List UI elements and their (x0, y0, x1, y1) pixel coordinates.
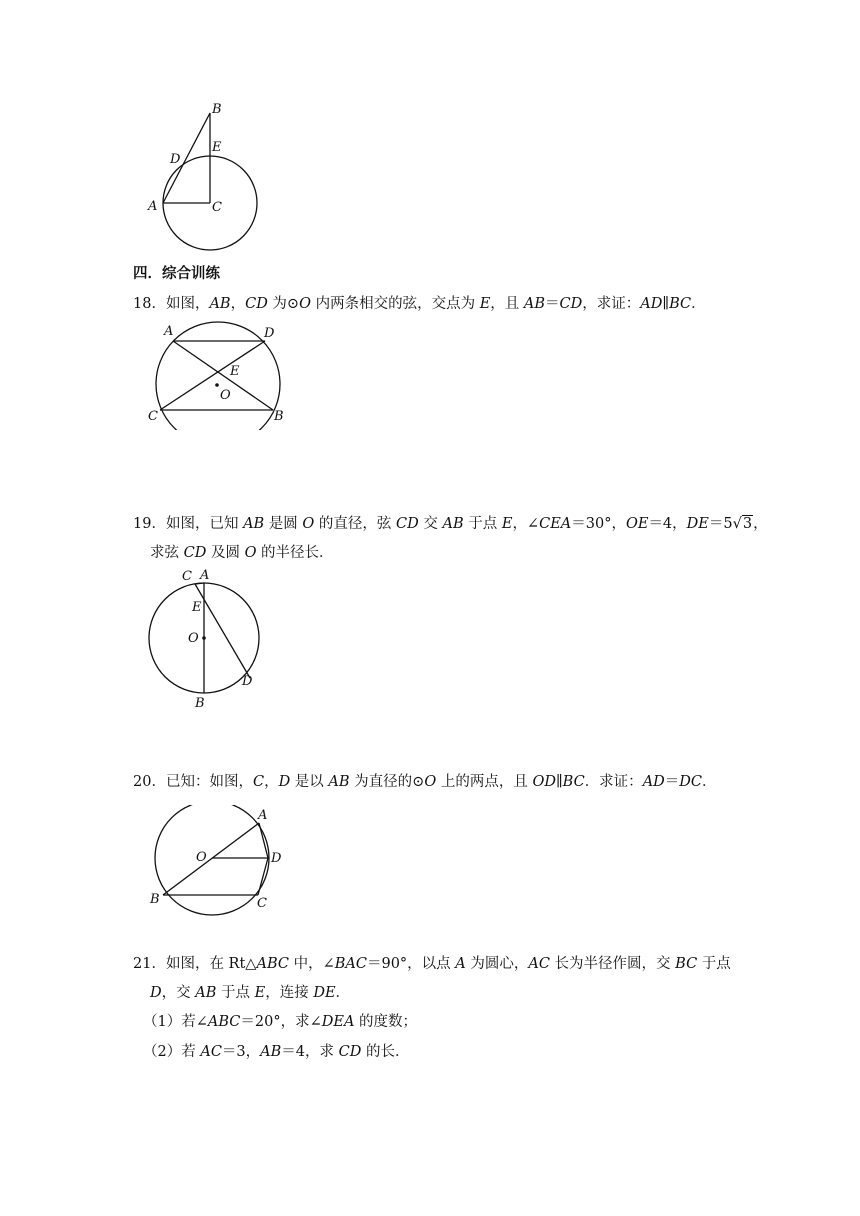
text: ＝ (545, 296, 560, 312)
figure-19 (140, 565, 280, 715)
problem-number: 20． (133, 774, 166, 790)
problem-21-line1 (133, 954, 731, 974)
text: 如图，已知 (165, 516, 244, 532)
text: 的半径长． (256, 545, 334, 561)
text: 于点 (216, 985, 255, 1001)
fig18-label-B: B (274, 409, 284, 424)
problem-20-text (133, 772, 717, 792)
math: AC (528, 956, 550, 972)
text: 交 (418, 516, 443, 532)
fig19-label-A: A (200, 568, 210, 583)
figure-18 (140, 320, 300, 430)
text: 已知：如图， (165, 774, 253, 790)
figure-17 (140, 95, 280, 260)
fig18-label-D: D (264, 326, 275, 341)
math: CEA (539, 516, 572, 532)
figure-20 (140, 805, 300, 920)
math: CD (338, 1044, 362, 1060)
text: 求弦 (150, 545, 184, 561)
math: BC (675, 956, 698, 972)
fig19-center-dot (202, 636, 206, 640)
text: ． (691, 296, 706, 312)
fig18-chord-CD (160, 341, 265, 410)
text: 是圆 (264, 516, 303, 532)
problem-21-sub1 (143, 1012, 417, 1032)
math: OD (532, 774, 556, 790)
sqrt-symbol: √3 (732, 516, 753, 532)
text: ＝20°，求∠ (240, 1014, 322, 1030)
text: ∥ (662, 296, 670, 312)
math: AB (442, 516, 464, 532)
text: 是以 (290, 774, 329, 790)
text: ，交 (161, 985, 196, 1001)
text: ，∠ (512, 516, 540, 532)
text: ， (264, 774, 279, 790)
fig18-label-O: O (220, 388, 231, 403)
math: C (252, 774, 265, 790)
text: 内两条相交的弦，交点为 (310, 296, 480, 312)
math: AD (642, 774, 665, 790)
radicand: 3 (742, 516, 753, 532)
text: 为⊙ (267, 296, 300, 312)
math: BC (669, 296, 692, 312)
math: E (254, 985, 266, 1001)
math: AB (195, 985, 217, 1001)
math: CD (396, 516, 419, 532)
fig20-label-O: O (196, 850, 207, 865)
math: AB (260, 1044, 282, 1060)
math: DE (686, 516, 709, 532)
math: D (150, 985, 162, 1001)
fig19-label-B: B (195, 696, 205, 711)
text: 的长． (361, 1044, 410, 1060)
fig19-label-E: E (192, 600, 202, 615)
fig17-label-C: C (212, 200, 222, 215)
text: 于点 (697, 956, 731, 972)
text: 及圆 (206, 545, 245, 561)
problem-21-sub2 (143, 1042, 409, 1062)
fig19-label-C: C (182, 569, 192, 584)
fig18-label-E: E (230, 364, 240, 379)
fig17-label-D: D (170, 152, 181, 167)
text: ＝30°， (571, 516, 626, 532)
math: ABC (256, 956, 289, 972)
problem-number: 21． (133, 956, 166, 972)
math: CD (183, 545, 207, 561)
text: ＝4，求 (281, 1044, 339, 1060)
text: （2）若 (143, 1044, 201, 1060)
fig20-label-A: A (258, 808, 268, 823)
problem-19-line1 (133, 514, 768, 534)
text: ，求证： (582, 296, 641, 312)
text: ＝4， (648, 516, 687, 532)
math: AD (640, 296, 663, 312)
problem-number: 18． (133, 296, 166, 312)
problem-21-line2 (150, 983, 350, 1003)
fig18-label-C: C (148, 409, 158, 424)
math: O (302, 516, 315, 532)
math: DE (313, 985, 336, 1001)
fig20-label-D: D (271, 851, 282, 866)
problem-19-line2 (150, 543, 334, 563)
problem-number: 19． (133, 516, 166, 532)
fig20-label-B: B (150, 892, 160, 907)
text: 长为半径作圆，交 (549, 956, 676, 972)
math: ABC (207, 1014, 241, 1030)
text: （1）若∠ (143, 1014, 208, 1030)
text: ∥ (555, 774, 563, 790)
fig20-label-C: C (257, 896, 267, 911)
text: ＝ (664, 774, 680, 790)
math: CD (245, 296, 268, 312)
fig19-label-D: D (242, 674, 253, 689)
math: AC (200, 1044, 222, 1060)
text: ＝5 (708, 516, 733, 532)
text: ，连接 (265, 985, 314, 1001)
text: 为直径的⊙ (349, 774, 425, 790)
text: ．求证： (584, 774, 643, 790)
fig17-label-A: A (148, 199, 158, 214)
math: AB (328, 774, 350, 790)
math: A (455, 956, 466, 972)
text: 中，∠ (288, 956, 335, 972)
math: O (299, 296, 311, 312)
math: OE (625, 516, 649, 532)
fig17-label-E: E (212, 140, 222, 155)
math: AB (243, 516, 265, 532)
math: CD (559, 296, 583, 312)
text: 为圆心， (465, 956, 529, 972)
math: D (278, 774, 291, 790)
text: ， (753, 516, 768, 532)
problem-18-text (133, 294, 706, 314)
fig18-center-dot (215, 383, 219, 387)
text: 上的两点，且 (436, 774, 533, 790)
text: 的度数； (354, 1014, 418, 1030)
text: 于点 (463, 516, 502, 532)
text: ． (335, 985, 351, 1001)
math: DEA (321, 1014, 355, 1030)
text: ＝3， (221, 1044, 261, 1060)
section-title: 四．综合训练 (133, 266, 220, 282)
text: ，且 (490, 296, 524, 312)
text: 如图，在 Rt△ (165, 956, 257, 972)
text: 如图， (165, 296, 210, 312)
text: ． (702, 774, 717, 790)
math: O (244, 545, 257, 561)
fig20-circle (155, 805, 269, 915)
math: E (479, 296, 491, 312)
text: 的直径，弦 (314, 516, 397, 532)
math: O (424, 774, 437, 790)
fig17-label-B: B (212, 102, 222, 117)
math: E (501, 516, 513, 532)
fig18-circle (156, 322, 280, 430)
math: AB (523, 296, 546, 312)
text: ， (230, 296, 246, 312)
fig18-label-A: A (164, 324, 174, 339)
math: DC (679, 774, 703, 790)
text: ＝90°，以点 (366, 956, 456, 972)
math: AB (209, 296, 231, 312)
fig20-diameter-AB (163, 823, 259, 895)
math: BAC (334, 956, 367, 972)
math: BC (562, 774, 585, 790)
fig19-label-O: O (188, 631, 199, 646)
